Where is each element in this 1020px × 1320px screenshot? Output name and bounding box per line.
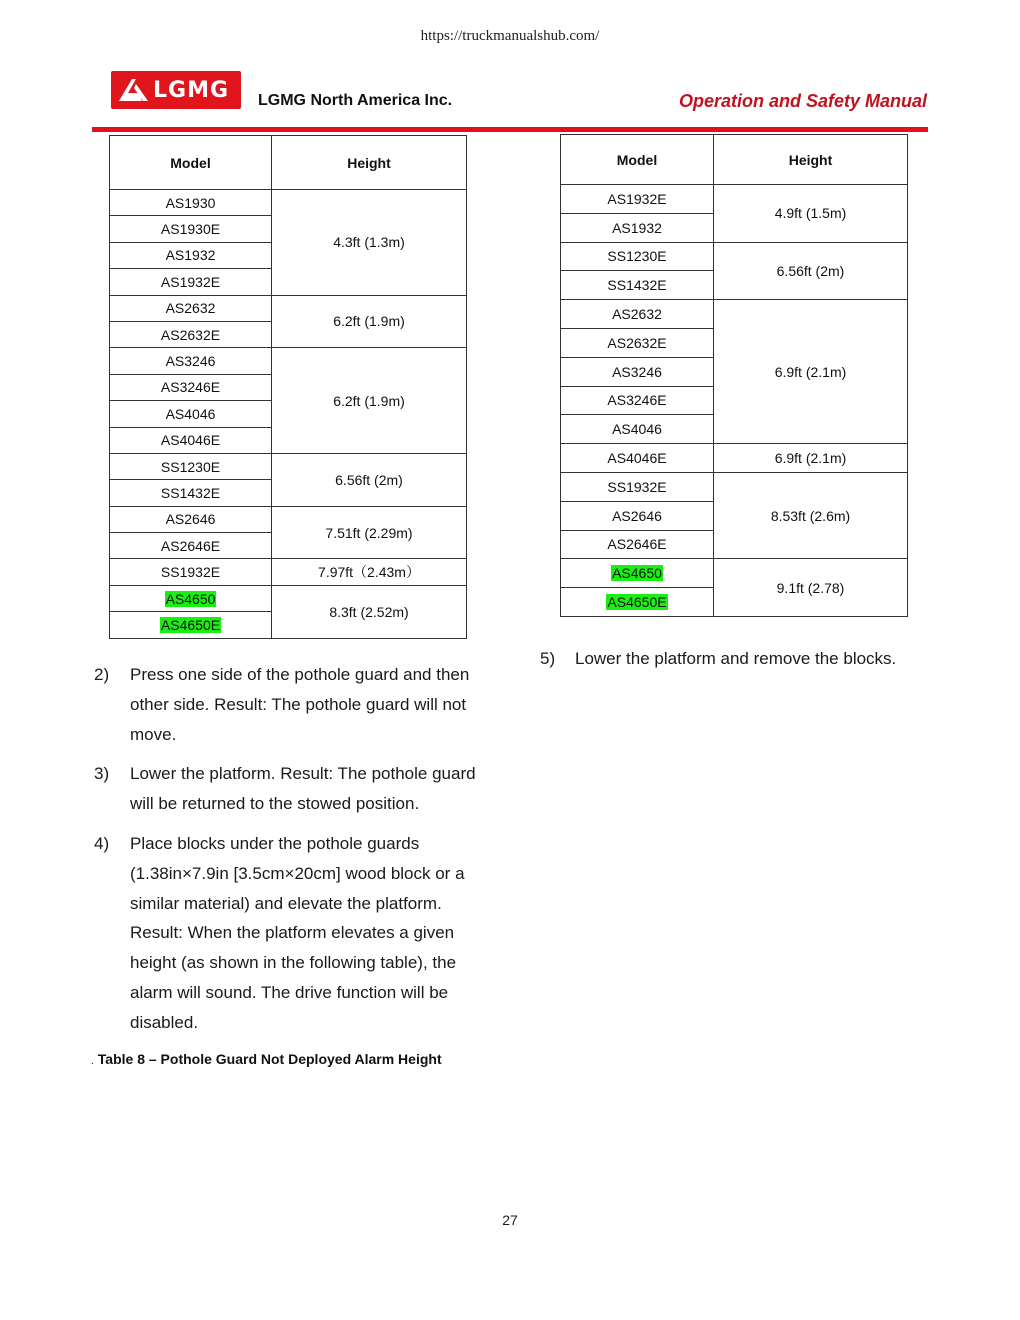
model-name: AS2646E <box>607 536 667 553</box>
step-number: 3) <box>94 764 110 784</box>
model-name: SS1230E <box>607 248 667 265</box>
model-name: AS2632E <box>160 326 221 343</box>
model-name: AS2632 <box>612 306 662 323</box>
step-text: Lower the platform and remove the blocks. <box>575 649 897 668</box>
model-cell <box>561 501 714 530</box>
alarm-height-table-left <box>109 135 467 639</box>
page-number: 27 <box>502 1212 518 1228</box>
table-row <box>110 585 467 611</box>
height-cell: 6.56ft (2m) <box>714 242 908 300</box>
table-row <box>110 506 467 532</box>
model-cell <box>110 348 272 374</box>
height-cell: 4.9ft (1.5m) <box>714 185 908 243</box>
table-left-body <box>110 136 467 639</box>
height-column-header: Height <box>714 135 908 185</box>
step-text: Place blocks under the pothole guards (1.38in×7.9in [3.5cm×20cm] wood block or a similar material) and elevate the platform. Result: When the platform elevates a given height (as shown in the following table), the alarm will sound. The drive function will be disabled. <box>130 833 465 1032</box>
model-column-header: Model <box>110 136 272 190</box>
model-name: AS1932E <box>607 190 667 207</box>
model-name: AS2632 <box>165 300 216 317</box>
step-number: 2) <box>94 665 110 684</box>
height-cell: 7.51ft (2.29m) <box>272 506 467 559</box>
model-name: AS2646 <box>165 511 216 528</box>
model-cell <box>110 242 272 268</box>
model-cell <box>561 444 714 473</box>
model-cell <box>561 357 714 386</box>
procedure-steps <box>94 660 494 1048</box>
model-name: AS4046E <box>160 432 221 449</box>
model-cell <box>561 185 714 214</box>
table-row <box>110 348 467 374</box>
model-cell <box>110 216 272 242</box>
model-name: AS3246E <box>607 392 667 409</box>
model-name: AS3246E <box>160 379 221 396</box>
model-name: AS1930 <box>165 194 216 211</box>
logo-text: LGMG <box>153 77 230 103</box>
model-name: AS2646 <box>612 507 662 524</box>
model-cell <box>561 386 714 415</box>
caption-text: Table 8 – Pothole Guard Not Deployed Alarm Height <box>97 1051 442 1067</box>
table-row <box>110 559 467 585</box>
manual-title: Operation and Safety Manual <box>678 91 927 111</box>
table-caption <box>91 1051 442 1067</box>
model-name: AS4650 <box>165 590 216 607</box>
height-cell: 8.3ft (2.52m) <box>272 585 467 638</box>
model-cell <box>110 295 272 321</box>
model-name: AS3246 <box>612 363 662 380</box>
model-column-header: Model <box>561 135 714 185</box>
model-cell <box>561 300 714 329</box>
height-cell: 6.56ft (2m) <box>272 453 467 506</box>
lgmg-logo <box>111 71 241 109</box>
table-row <box>561 444 908 473</box>
table-row <box>561 185 908 214</box>
model-cell <box>110 427 272 453</box>
height-column-header: Height <box>272 136 467 190</box>
step-number: 5) <box>540 649 556 668</box>
table-row <box>561 559 908 588</box>
model-name: SS1432E <box>607 277 667 294</box>
source-url[interactable]: https://truckmanualshub.com/ <box>420 28 600 44</box>
height-cell: 8.53ft (2.6m) <box>714 472 908 558</box>
table-row <box>110 295 467 321</box>
model-name: AS4650 <box>612 565 662 582</box>
model-name: AS1932E <box>160 273 221 290</box>
table-row <box>561 242 908 271</box>
model-name: AS4046E <box>607 450 667 467</box>
model-cell <box>561 271 714 300</box>
model-cell <box>561 242 714 271</box>
height-cell: 6.2ft (1.9m) <box>272 295 467 348</box>
height-cell: 6.9ft (2.1m) <box>714 444 908 473</box>
model-name: SS1230E <box>160 458 221 475</box>
step-text: Press one side of the pothole guard and then other side. Result: The pothole guard will not move. <box>130 665 470 744</box>
model-cell <box>110 480 272 506</box>
table-row <box>110 453 467 479</box>
model-cell <box>110 612 272 638</box>
model-cell <box>110 374 272 400</box>
model-cell <box>561 328 714 357</box>
caption-marker: . <box>91 1056 94 1067</box>
model-name: SS1932E <box>160 564 221 581</box>
table-right-body <box>561 135 908 617</box>
step-text: Lower the platform. Result: The pothole guard will be returned to the stowed position. <box>130 764 476 814</box>
height-cell: 6.9ft (2.1m) <box>714 300 908 444</box>
model-name: AS4046 <box>165 405 216 422</box>
step-number: 4) <box>94 833 110 853</box>
model-name: AS1932 <box>165 247 216 264</box>
model-cell <box>561 472 714 501</box>
company-name: LGMG North America Inc. <box>258 92 453 109</box>
model-name: AS4650E <box>607 594 667 611</box>
model-cell <box>110 559 272 585</box>
table-row <box>110 190 467 216</box>
model-cell <box>561 213 714 242</box>
model-name: AS4650E <box>160 616 221 633</box>
model-cell <box>110 585 272 611</box>
step-item <box>94 829 494 1038</box>
model-cell <box>110 453 272 479</box>
model-name: AS2646E <box>160 537 221 554</box>
lgmg-triangle-icon <box>117 76 151 104</box>
model-name: SS1432E <box>160 484 221 501</box>
table-row <box>561 300 908 329</box>
model-cell <box>110 401 272 427</box>
model-name: AS2632E <box>607 334 667 351</box>
model-cell <box>110 190 272 216</box>
table-row <box>561 472 908 501</box>
height-cell: 7.97ft（2.43m） <box>272 559 467 585</box>
model-cell <box>561 415 714 444</box>
step-item <box>94 759 494 819</box>
model-cell <box>561 559 714 588</box>
model-name: AS4046 <box>612 421 662 438</box>
model-cell <box>110 269 272 295</box>
step-item-5 <box>540 644 940 673</box>
model-cell <box>110 533 272 559</box>
model-name: AS1932 <box>612 219 662 236</box>
header-divider <box>92 127 928 132</box>
model-name: AS1930E <box>160 221 221 238</box>
model-cell <box>561 530 714 559</box>
model-name: AS3246 <box>165 353 216 370</box>
model-name: SS1932E <box>607 478 667 495</box>
height-cell: 6.2ft (1.9m) <box>272 348 467 454</box>
model-cell <box>110 506 272 532</box>
model-cell <box>110 321 272 347</box>
height-cell: 4.3ft (1.3m) <box>272 190 467 296</box>
model-cell <box>561 588 714 617</box>
height-cell: 9.1ft (2.78) <box>714 559 908 617</box>
step-item <box>94 660 494 749</box>
alarm-height-table-right <box>560 134 908 617</box>
table-header-row <box>110 136 467 190</box>
table-header-row <box>561 135 908 185</box>
